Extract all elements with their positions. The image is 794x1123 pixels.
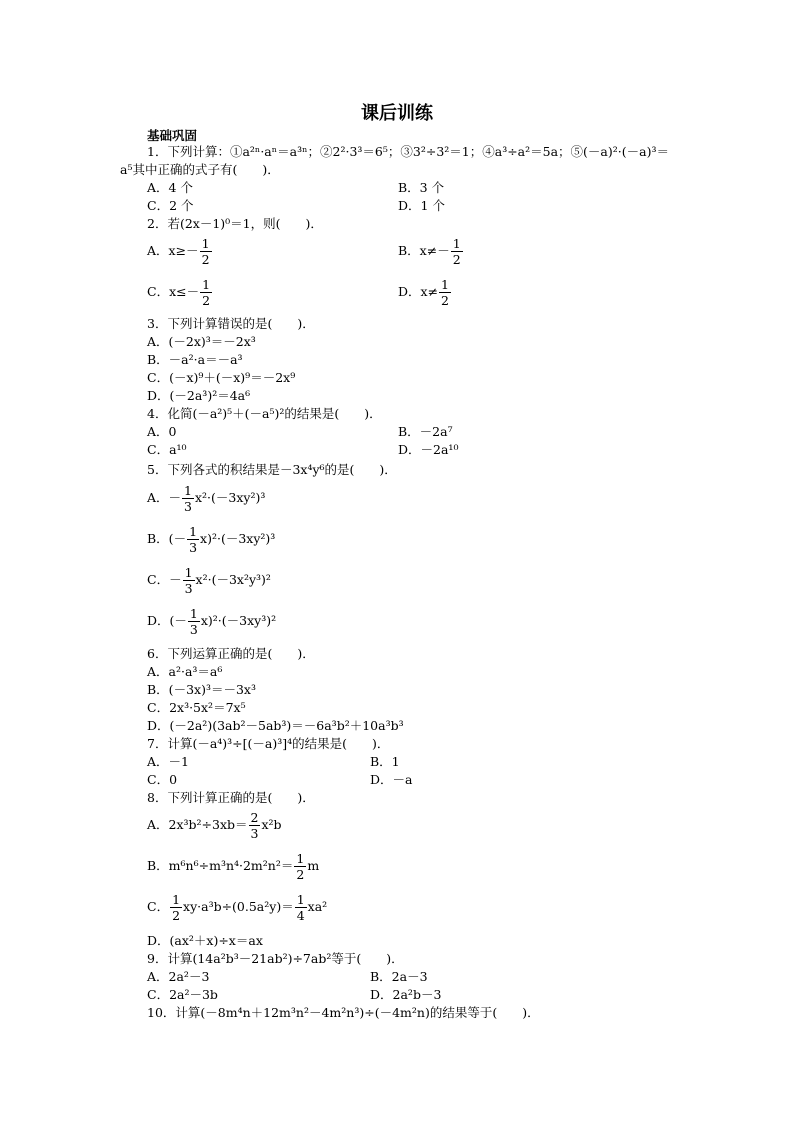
q5-option-d-expr: x)²·(－3xy³)² — [200, 613, 277, 628]
denominator: 2 — [201, 252, 210, 267]
q5-option-a-label: A．－ — [147, 490, 182, 505]
q8-option-c-expr: xy·a³b÷(0.5a²y)＝ — [183, 899, 294, 914]
q7-option-a: A．－1 — [147, 754, 189, 769]
q3-option-d: D．(－2a³)²＝4a⁶ — [147, 388, 251, 403]
numerator: 1 — [189, 606, 198, 621]
q8-option-a — [147, 810, 282, 841]
fraction — [200, 277, 212, 308]
q2-option-c-label: C．x≤－ — [147, 284, 200, 299]
q8-option-b-label: B．m⁶n⁶÷m³n⁴·2m²n²＝ — [147, 858, 294, 873]
q5-option-b-expr: x)²·(－3xy²)³ — [200, 531, 276, 546]
fraction — [182, 483, 194, 514]
q9-stem: 9．计算(14a²b³－21ab²)÷7ab²等于( )． — [147, 951, 404, 966]
denominator: 4 — [296, 908, 305, 923]
fraction — [451, 236, 463, 267]
q2-option-a-label: A．x≥－ — [147, 243, 199, 258]
denominator: 3 — [184, 581, 193, 596]
q1-stem-line2: a⁵其中正确的式子有( )． — [120, 162, 280, 177]
q2-option-d-label: D．x≠ — [398, 284, 439, 299]
q3-option-a: A．(－2x)³＝－2x³ — [147, 334, 256, 349]
numerator: 1 — [441, 277, 449, 292]
q5-option-c-label: C．－ — [147, 572, 182, 587]
q5-option-c — [147, 565, 271, 596]
fraction — [295, 892, 307, 923]
numerator: 1 — [452, 236, 461, 251]
q2-option-d — [398, 277, 452, 308]
q4-option-c: C．a¹⁰ — [147, 442, 187, 457]
q8-option-b — [147, 851, 319, 882]
numerator: 1 — [202, 277, 211, 292]
denominator: 2 — [296, 867, 305, 882]
q5-option-d — [147, 606, 276, 637]
numerator: 1 — [296, 851, 305, 866]
q9-option-b: B．2a－3 — [370, 969, 428, 984]
q5-option-d-label: D．(－ — [147, 613, 187, 628]
fraction — [188, 606, 200, 637]
numerator: 2 — [250, 810, 259, 825]
numerator: 1 — [296, 892, 305, 907]
denominator: 2 — [202, 293, 211, 308]
q5-option-c-expr: x²·(－3x²y³)² — [195, 572, 271, 587]
fraction — [187, 524, 199, 555]
q8-option-d: D．(ax²＋x)÷x＝ax — [147, 933, 263, 948]
fraction — [439, 277, 451, 308]
q8-option-a-expr: x²b — [261, 817, 282, 832]
numerator: 1 — [184, 483, 192, 498]
q2-option-a — [147, 236, 213, 267]
q5-option-a-expr: x²·(－3xy²)³ — [194, 490, 266, 505]
fraction — [200, 236, 212, 267]
q8-option-c-result: xa² — [307, 899, 328, 914]
q8-option-a-label: A．2x³b²÷3xb＝ — [147, 817, 248, 832]
numerator: 1 — [172, 892, 181, 907]
fraction — [294, 851, 306, 882]
q10-stem: 10．计算(－8m⁴n＋12m³n²－4m²n³)÷(－4m²n)的结果等于( )． — [147, 1005, 540, 1020]
q3-option-b: B．－a²·a＝－a³ — [147, 352, 243, 367]
q3-option-c: C．(－x)⁹＋(－x)⁹＝－2x⁹ — [147, 370, 296, 385]
q9-option-c: C．2a²－3b — [147, 987, 218, 1002]
denominator: 3 — [250, 826, 259, 841]
q4-option-d: D．－2a¹⁰ — [398, 442, 459, 457]
q4-stem: 4．化简(－a²)⁵＋(－a⁵)²的结果是( )． — [147, 406, 382, 421]
denominator: 2 — [441, 293, 449, 308]
q7-option-c: C．0 — [147, 772, 178, 787]
q1-option-d: D．1 个 — [398, 198, 445, 213]
q6-option-b: B．(－3x)³＝－3x³ — [147, 682, 256, 697]
q7-option-d: D．－a — [370, 772, 413, 787]
q1-stem-line1: 1．下列计算：①a²ⁿ·aⁿ＝a³ⁿ；②2²·3³＝6⁵；③3²÷3²＝1；④a³÷a²＝5a；⑤(－a)²·(－a)³＝ — [147, 144, 669, 159]
q2-option-c — [147, 277, 213, 308]
q7-stem: 7．计算(－a⁴)³÷[(－a)³]⁴的结果是( )． — [147, 736, 390, 751]
fraction — [170, 892, 182, 923]
q1-option-b: B．3 个 — [398, 180, 445, 195]
q8-option-c-label: C． — [147, 899, 170, 914]
q1-option-a: A．4 个 — [147, 180, 193, 195]
q8-stem: 8．下列计算正确的是( )． — [147, 790, 315, 805]
q5-option-a — [147, 483, 265, 514]
section-heading: 基础巩固 — [147, 128, 198, 143]
numerator: 1 — [184, 565, 193, 580]
q6-option-d: D．(－2a²)(3ab²－5ab³)＝－6a³b²＋10a³b³ — [147, 718, 404, 733]
q3-stem: 3．下列计算错误的是( )． — [147, 316, 315, 331]
q2-option-b-label: B．x≠－ — [398, 243, 450, 258]
q5-option-b — [147, 524, 275, 555]
q2-stem: 2．若(2x－1)⁰＝1，则( )． — [147, 216, 323, 231]
fraction — [249, 810, 261, 841]
q9-option-d: D．2a²b－3 — [370, 987, 442, 1002]
page-title: 课后训练 — [361, 103, 433, 124]
q6-option-c: C．2x³·5x²＝7x⁵ — [147, 700, 246, 715]
q9-option-a: A．2a²－3 — [147, 969, 210, 984]
q4-option-b: B．－2a⁷ — [398, 424, 453, 439]
fraction — [183, 565, 195, 596]
q7-option-b: B．1 — [370, 754, 400, 769]
denominator: 2 — [452, 252, 461, 267]
denominator: 3 — [189, 540, 198, 555]
q2-option-b — [398, 236, 464, 267]
q8-option-b-expr: m — [307, 858, 320, 873]
numerator: 1 — [189, 524, 198, 539]
denominator: 2 — [172, 908, 181, 923]
q4-option-a: A．0 — [147, 424, 177, 439]
q5-option-b-label: B．(－ — [147, 531, 187, 546]
denominator: 3 — [184, 499, 192, 514]
q6-stem: 6．下列运算正确的是( )． — [147, 646, 315, 661]
q5-stem: 5．下列各式的积结果是－3x⁴y⁶的是( )． — [147, 462, 397, 477]
numerator: 1 — [201, 236, 210, 251]
q8-option-c — [147, 892, 327, 923]
q6-option-a: A．a²·a³＝a⁶ — [147, 664, 223, 679]
denominator: 3 — [189, 622, 198, 637]
q1-option-c: C．2 个 — [147, 198, 194, 213]
